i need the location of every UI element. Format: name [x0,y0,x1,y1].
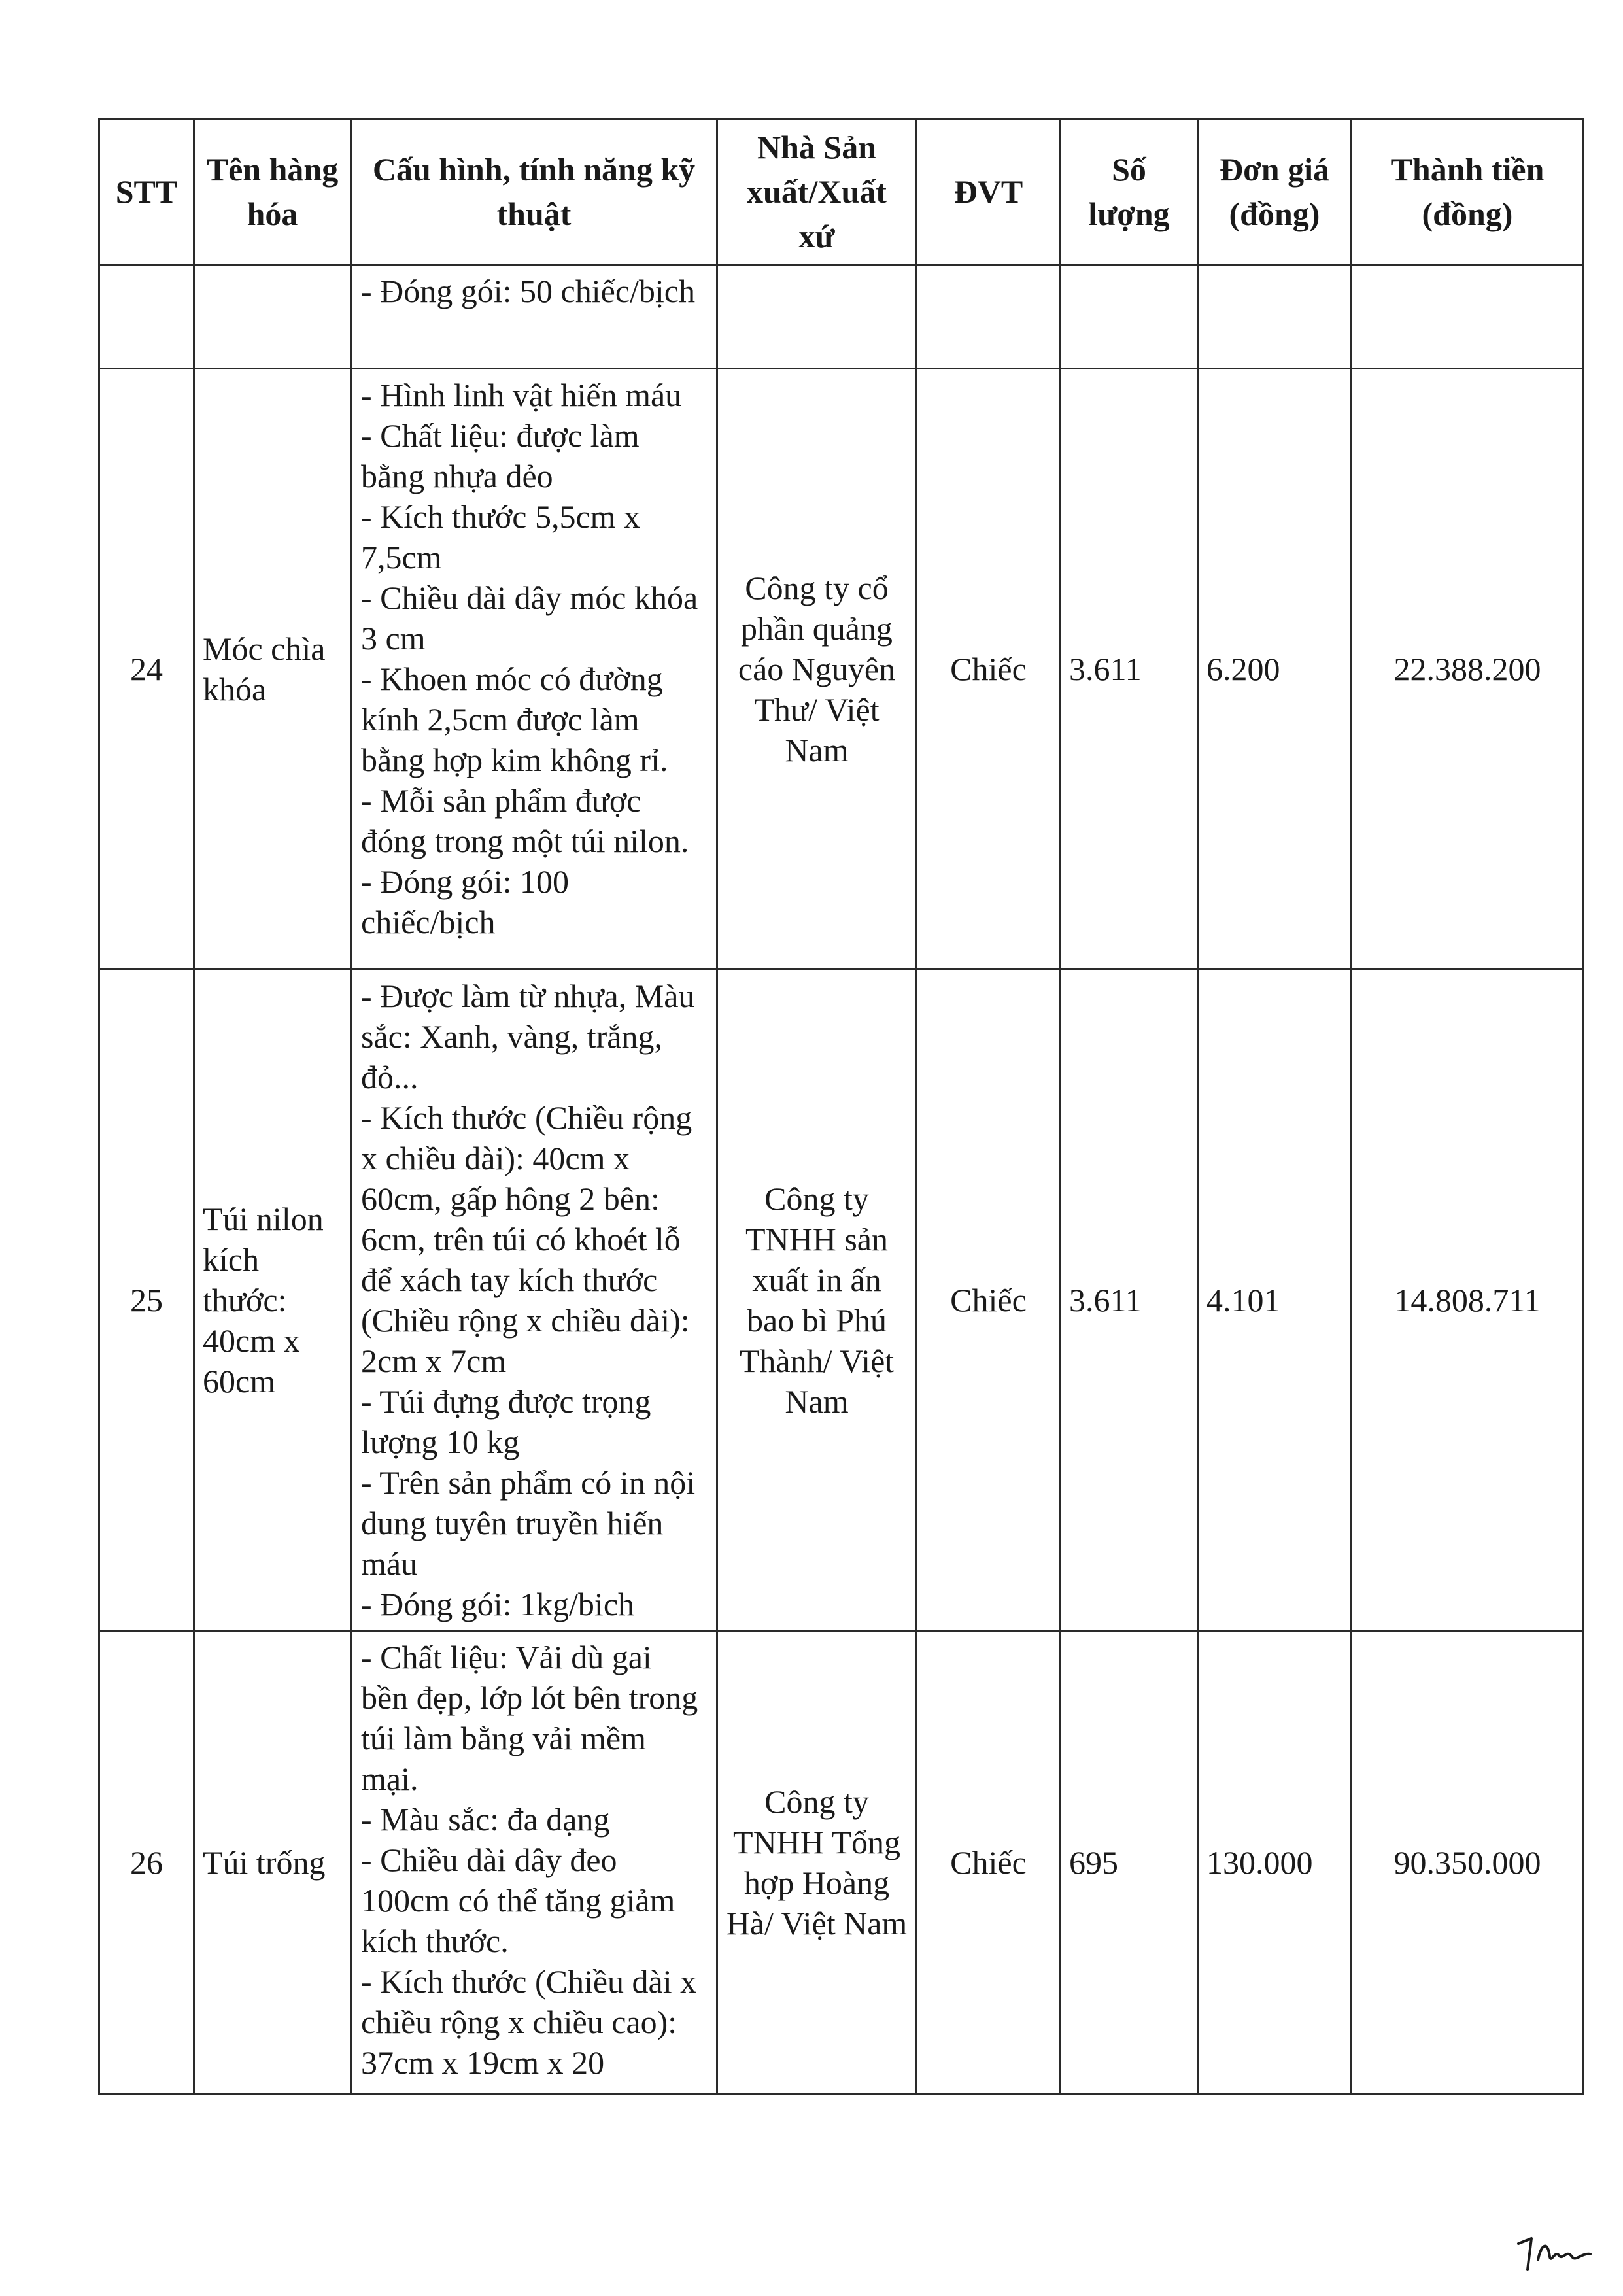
stt-cell: 25 [99,970,194,1631]
spec-cell [351,369,717,970]
handwritten-signature-icon [1512,2224,1603,2276]
cell-empty [717,265,917,369]
spec-line: - Túi đựng được trọng lượng 10 kg [361,1383,651,1460]
spec-line: - Kích thước 5,5cm x 7,5cm [361,498,641,575]
header-total: Thành tiền (đồng) [1352,119,1584,265]
header-row [99,119,1584,265]
item-name: Túi nilon kích thước: 40cm x 60cm [194,970,351,1631]
cell-empty [1061,265,1198,369]
spec-line: - Màu sắc: đa dạng [361,1801,610,1838]
stt-cell: 24 [99,369,194,970]
table-row [99,369,1584,970]
header-price: Đơn giá (đồng) [1198,119,1352,265]
spec-line: - Chiều dài dây móc khóa 3 cm [361,579,698,657]
unit-cell: Chiếc [917,1631,1061,2095]
maker-cell: Công ty TNHH sản xuất in ấn bao bì Phú Thành/ Việt Nam [717,970,917,1631]
header-qty: Số lượng [1061,119,1198,265]
spec-line: - Kích thước (Chiều dài x chiều rộng x chiều cao): 37cm x 19cm x 20 [361,1963,697,2081]
maker-cell: Công ty TNHH Tổng hợp Hoàng Hà/ Việt Nam [717,1631,917,2095]
unit-cell: Chiếc [917,369,1061,970]
cell-empty [917,265,1061,369]
quantity-cell: 3.611 [1061,970,1198,1631]
spec-line: - Đóng gói: 1kg/bich [361,1586,635,1622]
total-cell: 90.350.000 [1352,1631,1584,2095]
quantity-cell: 3.611 [1061,369,1198,970]
continuation-row [99,265,1584,369]
unit-price-cell: 130.000 [1198,1631,1352,2095]
spec-cell [351,1631,717,2095]
spec-line: - Chất liệu: Vải dù gai bền đẹp, lớp lót bên trong túi làm bằng vải mềm mại. [361,1639,698,1797]
spec-line: - Được làm từ nhựa, Màu sắc: Xanh, vàng, trắng, đỏ... [361,978,695,1095]
maker-cell: Công ty cổ phần quảng cáo Nguyên Thư/ Việt Nam [717,369,917,970]
header-unit: ĐVT [917,119,1061,265]
cell-empty [1198,265,1352,369]
spec-line: - Trên sản phẩm có in nội dung tuyên truyền hiến máu [361,1464,696,1582]
table-row [99,1631,1584,2095]
unit-price-cell: 6.200 [1198,369,1352,970]
item-name: Túi trống [194,1631,351,2095]
spec-line: - Mỗi sản phẩm được đóng trong một túi nilon. [361,782,689,859]
spec-cell [351,265,717,369]
spec-line: - Hình linh vật hiến máu [361,377,682,413]
item-name: Móc chìa khóa [194,369,351,970]
spec-line: - Chất liệu: được làm bằng nhựa dẻo [361,417,640,494]
cell-empty [194,265,351,369]
spec-line: - Chiều dài dây đeo 100cm có thể tăng giảm kích thước. [361,1842,675,1959]
spec-line: - Khoen móc có đường kính 2,5cm được làm bằng hợp kim không rỉ. [361,660,668,778]
header-maker: Nhà Sản xuất/Xuất xứ [717,119,917,265]
table-row [99,970,1584,1631]
stt-cell: 26 [99,1631,194,2095]
quantity-cell: 695 [1061,1631,1198,2095]
unit-cell: Chiếc [917,970,1061,1631]
spec-line: - Đóng gói: 50 chiếc/bịch [361,273,695,309]
header-name: Tên hàng hóa [194,119,351,265]
spec-line: - Kích thước (Chiều rộng x chiều dài): 40cm x 60cm, gấp hông 2 bên: 6cm, trên túi có khoét lỗ để xách tay kích thước (Chiều rộng x chiều dài): 2cm x 7cm [361,1099,692,1379]
total-cell: 14.808.711 [1352,970,1584,1631]
unit-price-cell: 4.101 [1198,970,1352,1631]
spec-cell [351,970,717,1631]
header-spec: Cấu hình, tính năng kỹ thuật [351,119,717,265]
total-cell: 22.388.200 [1352,369,1584,970]
goods-table [98,118,1584,2095]
cell-empty [99,265,194,369]
spec-line: - Đóng gói: 100 chiếc/bịch [361,863,570,940]
header-stt: STT [99,119,194,265]
cell-empty [1352,265,1584,369]
